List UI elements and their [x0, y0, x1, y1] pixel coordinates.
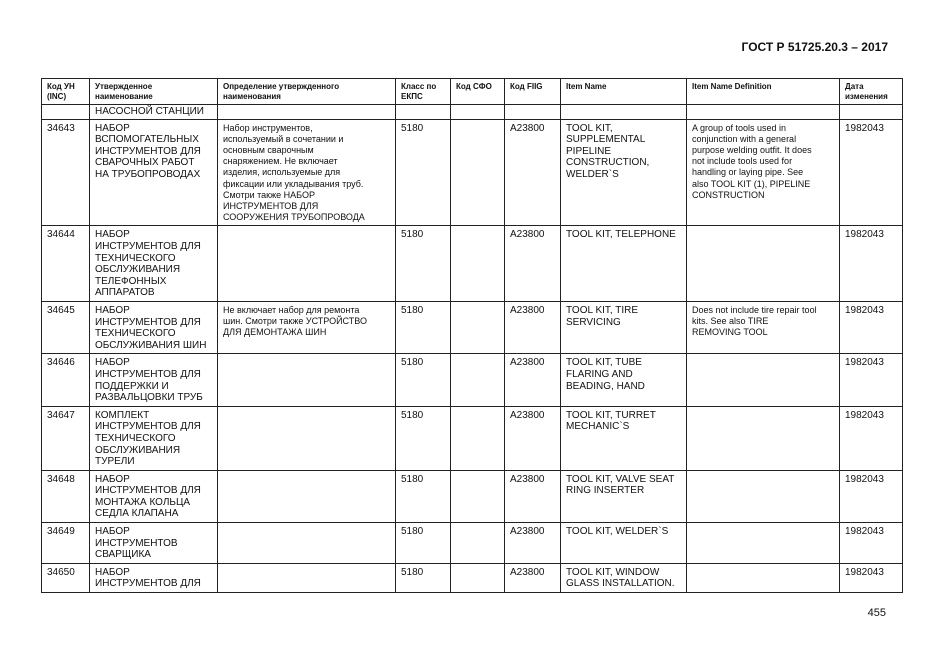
item-name-cell: TOOL KIT, VALVE SEAT RING INSERTER: [561, 470, 687, 522]
inc-cell: 34650: [42, 563, 90, 592]
item-name-cell: TOOL KIT, TIRE SERVICING: [561, 301, 687, 353]
fiig-code-cell: A23800: [505, 301, 561, 353]
header-inc: Код УН (INC): [42, 79, 90, 105]
inc-cell: 34647: [42, 406, 90, 470]
header-approved-name: Утвержденное наименование: [90, 79, 218, 105]
name-definition-cell: Не включает набор для ремонта шин. Смотри также УСТРОЙСТВО ДЛЯ ДЕМОНТАЖА ШИН: [218, 301, 396, 353]
change-date-cell: 1982043: [840, 301, 903, 353]
item-name-cell: TOOL KIT, SUPPLEMENTAL PIPELINE CONSTRUCTION, WELDER`S: [561, 119, 687, 226]
header-item-name: Item Name: [561, 79, 687, 105]
change-date-cell: 1982043: [840, 119, 903, 226]
sfo-code-cell: [451, 119, 505, 226]
table-cell: [396, 105, 451, 120]
continuation-text: НАСОСНОЙ СТАНЦИИ: [90, 105, 218, 120]
name-definition-cell: [218, 470, 396, 522]
name-definition-cell: [218, 354, 396, 406]
ekps-class-cell: 5180: [396, 301, 451, 353]
sfo-code-cell: [451, 563, 505, 592]
fiig-code-cell: A23800: [505, 119, 561, 226]
header-change-date: Дата изменения: [840, 79, 903, 105]
approved-name-cell: НАБОР ИНСТРУМЕНТОВ ДЛЯ ПОДДЕРЖКИ И РАЗВАЛЬЦОВКИ ТРУБ: [90, 354, 218, 406]
header-fiig-code: Код FIIG: [505, 79, 561, 105]
nomenclature-table: [41, 78, 903, 593]
change-date-cell: 1982043: [840, 523, 903, 564]
inc-cell: 34644: [42, 226, 90, 302]
table-row: [42, 523, 903, 564]
fiig-code-cell: A23800: [505, 470, 561, 522]
change-date-cell: 1982043: [840, 470, 903, 522]
inc-cell: 34646: [42, 354, 90, 406]
ekps-class-cell: 5180: [396, 119, 451, 226]
fiig-code-cell: A23800: [505, 523, 561, 564]
sfo-code-cell: [451, 523, 505, 564]
table-cell: [687, 105, 840, 120]
table-row: [42, 470, 903, 522]
ekps-class-cell: 5180: [396, 354, 451, 406]
name-definition-cell: [218, 523, 396, 564]
table-cell: [42, 105, 90, 120]
item-name-definition-cell: [687, 406, 840, 470]
header-ekps-class: Класс по ЕКПС: [396, 79, 451, 105]
table-row: [42, 301, 903, 353]
header-item-name-definition: Item Name Definition: [687, 79, 840, 105]
inc-cell: 34645: [42, 301, 90, 353]
table-cell: [840, 105, 903, 120]
change-date-cell: 1982043: [840, 354, 903, 406]
approved-name-cell: НАБОР ИНСТРУМЕНТОВ ДЛЯ: [90, 563, 218, 592]
header-sfo-code: Код СФО: [451, 79, 505, 105]
sfo-code-cell: [451, 301, 505, 353]
table-row: [42, 119, 903, 226]
name-definition-cell: [218, 226, 396, 302]
item-name-definition-cell: [687, 226, 840, 302]
table-cell: [561, 105, 687, 120]
page-number: 455: [867, 607, 886, 619]
item-name-definition-cell: [687, 563, 840, 592]
fiig-code-cell: A23800: [505, 563, 561, 592]
table-cell: [218, 105, 396, 120]
name-definition-cell: [218, 563, 396, 592]
approved-name-cell: КОМПЛЕКТ ИНСТРУМЕНТОВ ДЛЯ ТЕХНИЧЕСКОГО ОБСЛУЖИВАНИЯ ТУРЕЛИ: [90, 406, 218, 470]
name-definition-cell: Набор инструментов, используемый в сочетании и основным сварочным снаряжением. Не включает изделия, используемые для фиксации или укладывания труб. Смотри также НАБОР ИНСТРУМЕНТОВ ДЛЯ СООРУЖЕНИЯ ТРУБОПРОВОДА: [218, 119, 396, 226]
table-cell: [451, 105, 505, 120]
sfo-code-cell: [451, 470, 505, 522]
ekps-class-cell: 5180: [396, 563, 451, 592]
table-row: [42, 563, 903, 592]
change-date-cell: 1982043: [840, 226, 903, 302]
ekps-class-cell: 5180: [396, 470, 451, 522]
approved-name-cell: НАБОР ИНСТРУМЕНТОВ ДЛЯ ТЕХНИЧЕСКОГО ОБСЛУЖИВАНИЯ ШИН: [90, 301, 218, 353]
item-name-cell: TOOL KIT, TURRET MECHANIC`S: [561, 406, 687, 470]
table-header-row: [42, 79, 903, 105]
item-name-cell: TOOL KIT, TUBE FLARING AND BEADING, HAND: [561, 354, 687, 406]
change-date-cell: 1982043: [840, 563, 903, 592]
fiig-code-cell: A23800: [505, 354, 561, 406]
table-row: [42, 226, 903, 302]
name-definition-cell: [218, 406, 396, 470]
table-row: [42, 406, 903, 470]
inc-cell: 34643: [42, 119, 90, 226]
document-code: ГОСТ Р 51725.20.3 – 2017: [741, 40, 888, 54]
table-cell: [505, 105, 561, 120]
item-name-cell: TOOL KIT, WELDER`S: [561, 523, 687, 564]
approved-name-cell: НАБОР ИНСТРУМЕНТОВ СВАРЩИКА: [90, 523, 218, 564]
item-name-cell: TOOL KIT, TELEPHONE: [561, 226, 687, 302]
fiig-code-cell: A23800: [505, 226, 561, 302]
approved-name-cell: НАБОР ИНСТРУМЕНТОВ ДЛЯ МОНТАЖА КОЛЬЦА СЕДЛА КЛАПАНА: [90, 470, 218, 522]
change-date-cell: 1982043: [840, 406, 903, 470]
sfo-code-cell: [451, 354, 505, 406]
ekps-class-cell: 5180: [396, 406, 451, 470]
item-name-definition-cell: A group of tools used in conjunction with a general purpose welding outfit. It does not include tools used for handling or laying pipe. See also TOOL KIT (1), PIPELINE CONSTRUCTION: [687, 119, 840, 226]
ekps-class-cell: 5180: [396, 523, 451, 564]
inc-cell: 34648: [42, 470, 90, 522]
inc-cell: 34649: [42, 523, 90, 564]
ekps-class-cell: 5180: [396, 226, 451, 302]
table-row: [42, 354, 903, 406]
sfo-code-cell: [451, 226, 505, 302]
item-name-definition-cell: [687, 523, 840, 564]
item-name-definition-cell: [687, 470, 840, 522]
fiig-code-cell: A23800: [505, 406, 561, 470]
approved-name-cell: НАБОР ВСПОМОГАТЕЛЬНЫХ ИНСТРУМЕНТОВ ДЛЯ СВАРОЧНЫХ РАБОТ НА ТРУБОПРОВОДАХ: [90, 119, 218, 226]
item-name-definition-cell: [687, 354, 840, 406]
sfo-code-cell: [451, 406, 505, 470]
header-name-definition: Определение утвержденного наименования: [218, 79, 396, 105]
continuation-row: [42, 105, 903, 120]
approved-name-cell: НАБОР ИНСТРУМЕНТОВ ДЛЯ ТЕХНИЧЕСКОГО ОБСЛУЖИВАНИЯ ТЕЛЕФОННЫХ АППАРАТОВ: [90, 226, 218, 302]
item-name-cell: TOOL KIT, WINDOW GLASS INSTALLATION.: [561, 563, 687, 592]
item-name-definition-cell: Does not include tire repair tool kits. See also TIRE REMOVING TOOL: [687, 301, 840, 353]
